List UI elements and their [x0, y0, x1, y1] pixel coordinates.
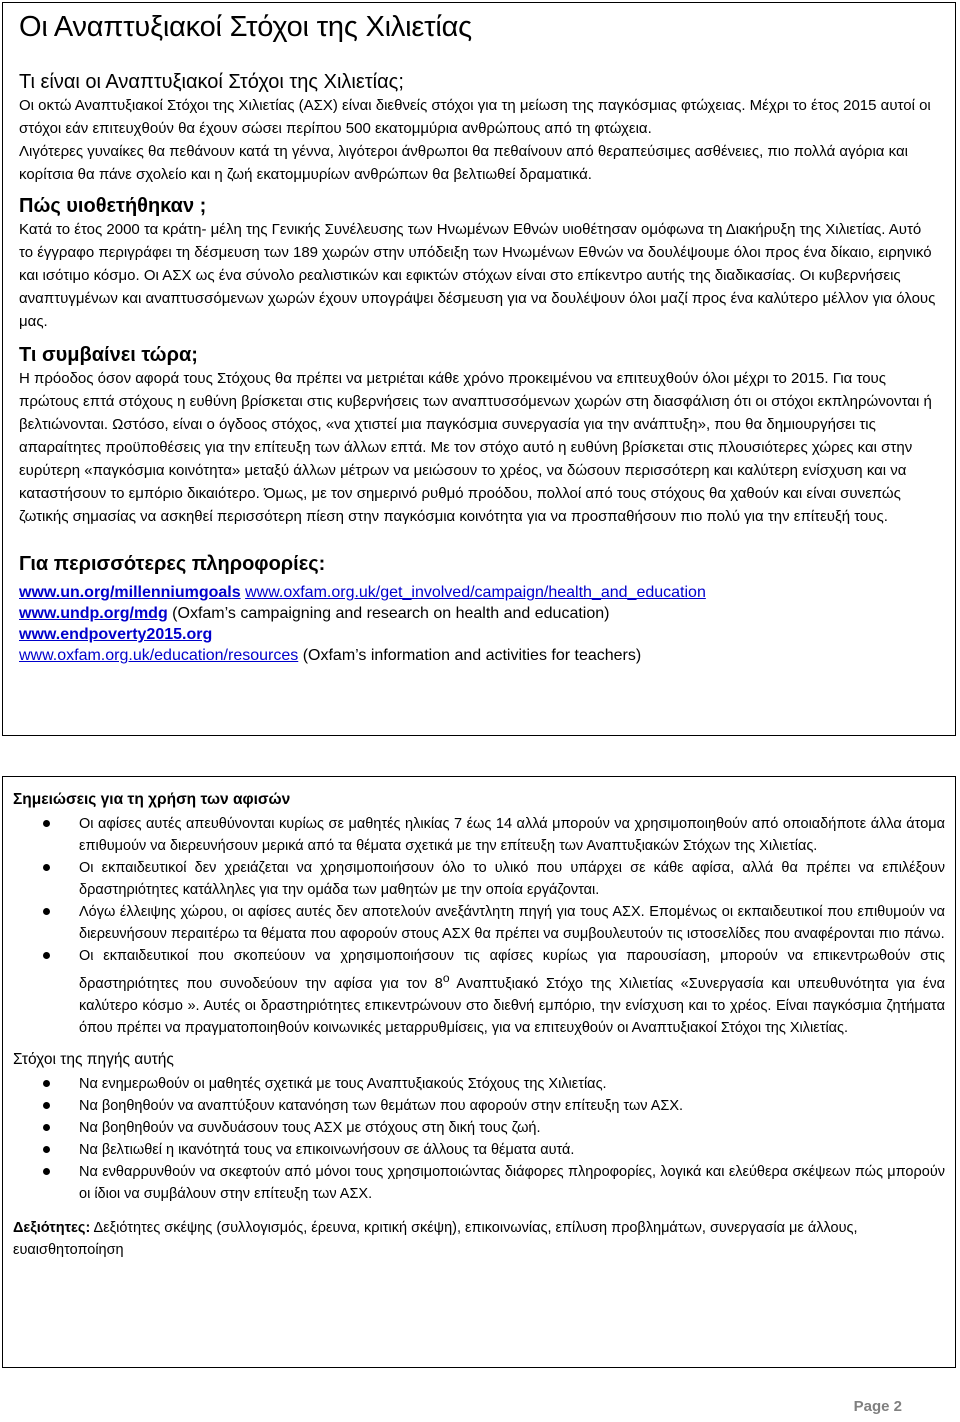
link-un-millenniumgoals[interactable]: www.un.org/millenniumgoals: [19, 584, 241, 601]
notes-item: Οι εκπαιδευτικοί που σκοπεύουν να χρησιμοποιήσουν τις αφίσες κυρίως για παρουσίαση, μπορούν να επικεντρωθούν στις δραστηριότητες που συνοδεύουν την αφίσα για τον $8^o$ Αναπτυξιακό Στόχο της Χιλιετίας «Συνεργασία και υπευθυνότητα για ένα καλύτερο κόσμο ». Αυτές οι δραστηριότητες επικεντρώνουν στο διεθνή εμπόριο, την ενίσχυση και το χρέος. Είναι παγκόσμια ζητήματα όπου πρέπει να πραγματοποιηθούν κοινωνικές μεταρρυθμίσεις, για να επιτευχθούν οι Αναπτυξιακοί Στόχοι της Χιλιετίας.: [13, 945, 945, 1039]
goals-item: Να βελτιωθεί η ικανότητά τους να επικοινωνήσουν σε άλλους τα θέματα αυτά.: [13, 1139, 945, 1161]
goals-item: Να ενημερωθούν οι μαθητές σχετικά με τους Αναπτυξιακούς Στόχους της Χιλιετίας.: [13, 1073, 945, 1095]
links-row-2: [19, 603, 939, 624]
goals-item: Να βοηθηθούν να συνδυάσουν τους ΑΣΧ με στόχους στη δική τους ζωή.: [13, 1117, 945, 1139]
heading-what-are-mdgs: Τι είναι οι Αναπτυξιακοί Στόχοι της Χιλιετίας;: [19, 71, 404, 93]
paragraph-what-are-mdgs-2: Λιγότερες γυναίκες θα πεθάνουν κατά τη γέννα, λιγότεροι άνθρωποι θα πεθαίνουν από θεραπεύσιμες ασθένειες, πιο πολλά αγόρια και κορίτσια θα πάνε σχολείο και η ζωή εκατομμυρίων ανθρώπων θα βελτιωθεί δραματικά.: [19, 143, 908, 183]
heading-notes: Σημειώσεις για τη χρήση των αφισών: [13, 791, 291, 808]
notes-item: Οι αφίσες αυτές απευθύνονται κυρίως σε μαθητές ηλικίας 7 έως 14 αλλά μπορούν να χρησιμοποιηθούν από οποιαδήποτε άλλα άτομα επιθυμούν να διερευνήσουν μερικά από τα θέματα σχετικά με την επίτευξη των Αναπτυξιακών Στόχων της Χιλιετίας.: [13, 813, 945, 857]
heading-how-adopted: Πώς υιοθετήθηκαν ;: [19, 195, 207, 217]
skills-text: Δεξιότητες σκέψης (συλλογισμός, έρευνα, κριτική σκέψη), επικοινωνίας, επίλυση προβλημάτων, συνεργασία με άλλους, ευαισθητοποίηση: [13, 1219, 858, 1258]
bullet-icon: [43, 1124, 50, 1131]
skills-paragraph: [13, 1217, 945, 1261]
paragraph-what-are-mdgs-1: Οι οκτώ Αναπτυξιακοί Στόχοι της Χιλιετίας (ΑΣΧ) είναι διεθνείς στόχοι για τη μείωση της παγκόσμιας φτώχειας. Μέχρι το έτος 2015 αυτοί οι στόχοι εάν επιτευχθούν θα έχουν σώσει περίπου 500 εκατομμύρια ανθρώπους από τη φτώχεια.: [19, 97, 931, 137]
heading-what-happens-now: Τι συμβαίνει τώρα;: [19, 344, 198, 366]
goals-list: [13, 1073, 945, 1205]
link-oxfam-health-education[interactable]: www.oxfam.org.uk/get_involved/campaign/health_and_education: [245, 584, 706, 601]
info-box: [2, 2, 956, 736]
heading-goals: Στόχοι της πηγής αυτής: [13, 1050, 174, 1068]
bullet-icon: [43, 952, 50, 959]
notes-box: [2, 776, 956, 1368]
bullet-icon: [43, 820, 50, 827]
link-undp-mdg[interactable]: www.undp.org/mdg: [19, 605, 168, 622]
heading-more-info: Για περισσότερες πληροφορίες:: [19, 553, 326, 575]
bullet-icon: [43, 1168, 50, 1175]
goals-item: Να ενθαρρυνθούν να σκεφτούν από μόνοι τους χρησιμοποιώντας διάφορες πληροφορίες, λογικά και ελεύθερα σκέψεων πώς μπορούν οι ίδιοι να συμβάλουν στην επίτευξη των ΑΣΧ.: [13, 1161, 945, 1205]
notes-item: Λόγω έλλειψης χώρου, οι αφίσες αυτές δεν αποτελούν ανεξάντλητη πηγή για τους ΑΣΧ. Επομένως οι εκπαιδευτικοί που επιθυμούν να διερευνήσουν περαιτέρω τα θέματα που αφορούν στους ΑΣΧ θα πρέπει να συμβουλευτούν τις ιστοσελίδες που αναφέρονται πιο πάνω.: [13, 901, 945, 945]
bullet-icon: [43, 864, 50, 871]
bullet-icon: [43, 1080, 50, 1087]
page-title: Οι Αναπτυξιακοί Στόχοι της Χιλιετίας: [19, 11, 472, 43]
notes-item: Οι εκπαιδευτικοί δεν χρειάζεται να χρησιμοποιήσουν όλο το υλικό που υπάρχει σε κάθε αφίσα, αλλά θα πρέπει να επιλέξουν δραστηριότητες κατάλληλες για την ομάδα των μαθητών με την οποία εργάζονται.: [13, 857, 945, 901]
superscript-ordinal: ο: [442, 971, 450, 985]
goals-item: Να βοηθηθούν να αναπτύξουν κατανόηση των θεμάτων που αφορούν στην επίτευξη των ΑΣΧ.: [13, 1095, 945, 1117]
links-list: [19, 582, 939, 666]
link-oxfam-education-resources[interactable]: www.oxfam.org.uk/education/resources: [19, 647, 299, 664]
links-row-3: [19, 624, 939, 645]
bullet-icon: [43, 1102, 50, 1109]
paragraph-what-happens-now: Η πρόοδος όσον αφορά τους Στόχους θα πρέπει να μετριέται κάθε χρόνο προκειμένου να επιτευχθούν όλοι μέχρι το 2015. Για τους πρώτους επτά στόχους η ευθύνη βρίσκεται στις κυβερνήσεις των αναπτυσσόμενων χωρών στη διασφάλιση ότι οι στόχοι εκπληρώνονται ή βελτιώνονται. Ωστόσο, είναι ο όγδοος στόχος, «να χτιστεί μια παγκόσμια συνεργασία για την ανάπτυξη», που θα δημιουργήσει τις απαραίτητες προϋποθέσεις για την επίτευξη των άλλων επτά. Με τον στόχο αυτό η ευθύνη βρίσκεται στις πλουσιότερες χώρες και στην ευρύτερη «παγκόσμια κοινότητα» μεταξύ άλλων μέτρων να μειώσουν το χρέος, να δώσουν περισσότερη και καλύτερη ενίσχυση και να καταστήσουν το εμπόριο δικαιότερο. Όμως, με τον σημερινό ρυθμό προόδου, πολλοί από τους στόχους θα χαθούν και είναι συνεπώς ζωτικής σημασίας να ασκηθεί περισσότερη πίεση στην παγκόσμια κοινότητα για να προσπαθήσουν πιο πολύ για την επίτευξή τους.: [19, 370, 932, 525]
bullet-icon: [43, 1146, 50, 1153]
bullet-icon: [43, 908, 50, 915]
link-endpoverty2015[interactable]: www.endpoverty2015.org: [19, 626, 213, 643]
link-oxfam-resources-description: (Oxfam’s information and activities for teachers): [298, 647, 642, 664]
page-number: Page 2: [853, 1398, 902, 1415]
links-row-4: [19, 645, 939, 666]
notes-list: [13, 813, 945, 1039]
links-row-1: [19, 582, 939, 603]
paragraph-how-adopted: Κατά το έτος 2000 τα κράτη- μέλη της Γενικής Συνέλευσης των Ηνωμένων Εθνών υιοθέτησαν ομόφωνα τη Διακήρυξη της Χιλιετίας. Αυτό το έγγραφο περιγράφει τη δέσμευση των 189 χωρών στην υπόδειξη των Ηνωμένων Εθνών να δουλέψουμε όλοι προς ένα δίκαιο, ειρηνικό και ισότιμο κόσμο. Οι ΑΣΧ ως ένα σύνολο ρεαλιστικών και εφικτών στόχων είναι στο επίκεντρο αυτής της διαδικασίας. Οι κυβερνήσεις αναπτυγμένων και αναπτυσσόμενων χωρών έχουν υπογράψει δέσμευση για να δουλέψουν όλοι μαζί προς ένα καλύτερο μέλλον για όλους μας.: [19, 221, 936, 330]
skills-label: Δεξιότητες:: [13, 1219, 91, 1236]
link-undp-description: (Oxfam’s campaigning and research on health and education): [167, 605, 610, 622]
